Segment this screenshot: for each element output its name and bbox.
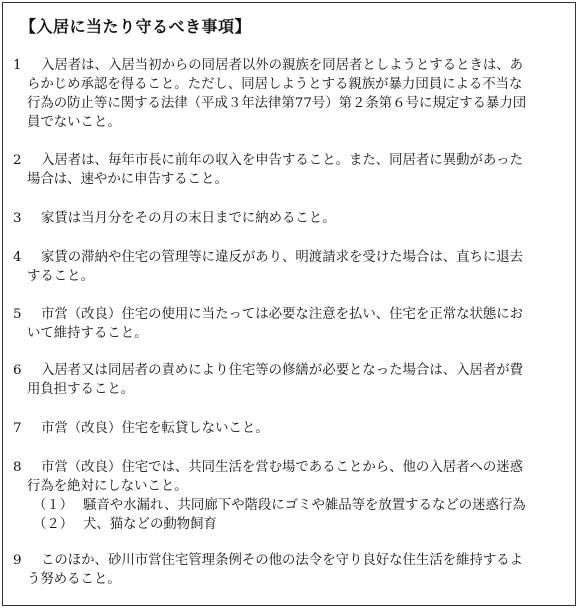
subitem-text: 騒音や水漏れ、共同廊下や階段にゴミや雑品等を放置するなどの迷惑行為 [83, 498, 526, 513]
rule-text: 市営（改良）住宅では、共同生活を営む場であることから、他の入居者への迷惑 [41, 460, 524, 475]
rule-item-5 [13, 305, 569, 343]
rule-number: 7 [13, 421, 22, 436]
rule-subitem [13, 496, 569, 515]
rule-text: 市営（改良）住宅の使用に当たっては必要な注意を払い、住宅を正常な状態にお [41, 307, 524, 322]
rule-item-2 [13, 151, 569, 189]
subitem-text: 犬、猫などの動物飼育 [83, 517, 217, 532]
rule-item-7 [13, 419, 569, 438]
rule-number: 5 [13, 307, 22, 322]
rule-item-1 [13, 56, 569, 132]
rule-text: 場合は、速やかに申告すること。 [27, 172, 228, 187]
rule-text: 家賃の滞納や住宅の管理等に違反があり、明渡請求を受けた場合は、直ちに退去 [41, 250, 524, 265]
rule-text: 市営（改良）住宅を転貸しないこと。 [41, 421, 269, 436]
rule-text: 用負担すること。 [27, 382, 135, 397]
rule-item-3 [13, 209, 569, 228]
rule-text: 行為を絶対にしないこと。 [27, 479, 188, 494]
rule-text: 家賃は当月分をその月の末日までに納めること。 [41, 211, 336, 226]
rule-number: 8 [13, 460, 22, 475]
rule-number: 4 [13, 250, 22, 265]
subitem-number: （１） [33, 498, 74, 513]
rule-text: このほか、砂川市営住宅管理条例その他の法令を守り良好な住生活を維持するよ [41, 553, 524, 568]
rule-text: 入居者又は同居者の責めにより住宅等の修繕が必要となった場合は、入居者が費 [41, 363, 524, 378]
rule-number: 9 [13, 553, 22, 568]
rule-item-9 [13, 551, 569, 589]
section-title: 【入居に当たり守るべき事項】 [20, 17, 252, 36]
rule-number: 3 [13, 211, 22, 226]
rule-text: らかじめ承認を得ること。ただし、同居しようとする親族が暴力団員による不当な [27, 77, 523, 92]
rule-item-4 [13, 248, 569, 286]
rule-text: いて維持すること。 [27, 326, 148, 341]
rule-text: 入居者は、入居当初からの同居者以外の親族を同居者としようとするときは、あ [41, 58, 524, 73]
rule-item-8 [13, 458, 569, 534]
rule-number: 1 [13, 58, 22, 73]
rule-number: 6 [13, 363, 22, 378]
rule-subitem [13, 515, 569, 534]
rule-text: 員でないこと。 [27, 115, 121, 130]
rules-box [2, 2, 576, 606]
rule-item-6 [13, 361, 569, 399]
rule-text: う努めること。 [27, 572, 121, 587]
subitem-number: （２） [33, 517, 74, 532]
rule-text: 入居者は、毎年市長に前年の収入を申告すること。また、同居者に異動があった [41, 153, 523, 168]
rule-text: 行為の防止等に関する法律（平成３年法律第77号）第２条第６号に規定する暴力団 [27, 96, 527, 111]
rule-number: 2 [13, 153, 22, 168]
rule-text: すること。 [27, 269, 94, 284]
